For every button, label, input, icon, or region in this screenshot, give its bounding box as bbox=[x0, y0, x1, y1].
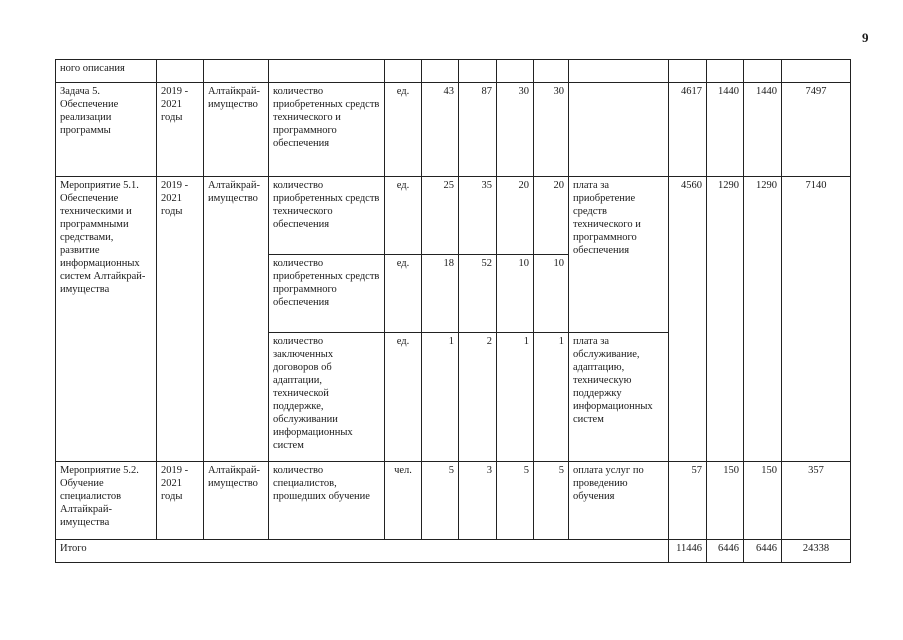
unit-cell: чел. bbox=[385, 462, 422, 540]
value-cell: 1 bbox=[497, 333, 534, 462]
value-cell: 43 bbox=[422, 83, 459, 177]
value-cell: 18 bbox=[422, 255, 459, 333]
page-number: 9 bbox=[862, 30, 869, 45]
finance-cell: 6446 bbox=[707, 540, 744, 563]
indicator-cell: количество специалистов, прошедших обучение bbox=[269, 462, 385, 540]
unit-cell: ед. bbox=[385, 333, 422, 462]
value-cell: 10 bbox=[497, 255, 534, 333]
value-cell: 1 bbox=[422, 333, 459, 462]
finance-total-cell: 357 bbox=[782, 462, 851, 540]
value-cell: 10 bbox=[534, 255, 569, 333]
finance-cell: 150 bbox=[707, 462, 744, 540]
unit-cell: ед. bbox=[385, 83, 422, 177]
value-cell: 20 bbox=[534, 177, 569, 255]
table-row bbox=[56, 60, 851, 83]
value-cell: 5 bbox=[422, 462, 459, 540]
purpose-cell: плата за приобретение средств технического и программного обеспечения bbox=[569, 177, 669, 333]
unit-cell: ед. bbox=[385, 177, 422, 255]
indicator-cell: количество приобретенных средств технического обеспечения bbox=[269, 177, 385, 255]
value-cell: 30 bbox=[497, 83, 534, 177]
period-cell: 2019 - 2021 годы bbox=[157, 177, 204, 462]
value-cell: 35 bbox=[459, 177, 497, 255]
value-cell: 52 bbox=[459, 255, 497, 333]
finance-cell: 1290 bbox=[707, 177, 744, 462]
executor-cell: Алтайкрай-имущество bbox=[204, 177, 269, 462]
executor-cell: Алтайкрай-имущество bbox=[204, 462, 269, 540]
value-cell: 5 bbox=[497, 462, 534, 540]
finance-cell: 1440 bbox=[707, 83, 744, 177]
unit-cell: ед. bbox=[385, 255, 422, 333]
finance-cell: 1440 bbox=[744, 83, 782, 177]
measure-name: Мероприятие 5.2. Обучение специалистов Алтайкрай-имущества bbox=[56, 462, 157, 540]
finance-total-cell: 7140 bbox=[782, 177, 851, 462]
value-cell: 87 bbox=[459, 83, 497, 177]
finance-cell: 6446 bbox=[744, 540, 782, 563]
total-label: Итого bbox=[56, 540, 669, 563]
finance-cell: 4560 bbox=[669, 177, 707, 462]
period-cell: 2019 - 2021 годы bbox=[157, 83, 204, 177]
table-row bbox=[56, 83, 851, 177]
indicator-cell: количество приобретенных средств технического и программного обеспечения bbox=[269, 83, 385, 177]
period-cell: 2019 - 2021 годы bbox=[157, 462, 204, 540]
finance-cell: 11446 bbox=[669, 540, 707, 563]
total-row bbox=[56, 540, 851, 563]
indicator-cell: количество заключенных договоров об адаптации, технической поддержке, обслуживании информационных систем bbox=[269, 333, 385, 462]
value-cell: 1 bbox=[534, 333, 569, 462]
purpose-cell: оплата услуг по проведению обучения bbox=[569, 462, 669, 540]
table-row bbox=[56, 177, 851, 255]
value-cell: 25 bbox=[422, 177, 459, 255]
measure-name: Мероприятие 5.1. Обеспечение техническими и программными средствами, развитие информационных систем Алтайкрай-имущества bbox=[56, 177, 157, 462]
program-table bbox=[55, 59, 851, 563]
value-cell: 5 bbox=[534, 462, 569, 540]
finance-cell: 150 bbox=[744, 462, 782, 540]
purpose-cell: плата за обслуживание, адаптацию, техническую поддержку информационных систем bbox=[569, 333, 669, 462]
purpose-cell bbox=[569, 83, 669, 177]
value-cell: 3 bbox=[459, 462, 497, 540]
finance-cell: 1290 bbox=[744, 177, 782, 462]
finance-total-cell: 24338 bbox=[782, 540, 851, 563]
task-name: Задача 5. Обеспечение реализации программы bbox=[56, 83, 157, 177]
finance-cell: 4617 bbox=[669, 83, 707, 177]
value-cell: 20 bbox=[497, 177, 534, 255]
value-cell: 30 bbox=[534, 83, 569, 177]
finance-total-cell: 7497 bbox=[782, 83, 851, 177]
table-row bbox=[56, 462, 851, 540]
finance-cell: 57 bbox=[669, 462, 707, 540]
executor-cell: Алтайкрай-имущество bbox=[204, 83, 269, 177]
continuation-cell: ного описания bbox=[56, 60, 157, 83]
value-cell: 2 bbox=[459, 333, 497, 462]
indicator-cell: количество приобретенных средств программного обеспечения bbox=[269, 255, 385, 333]
